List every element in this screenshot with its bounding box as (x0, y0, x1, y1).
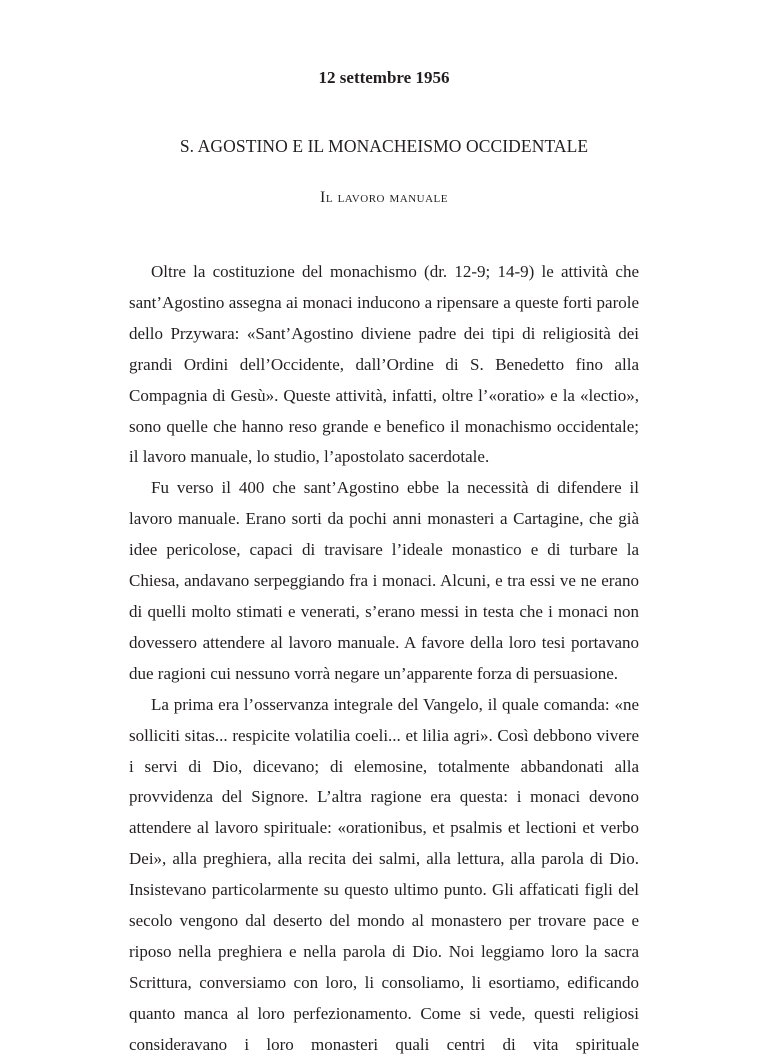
document-page (129, 0, 639, 1054)
paragraph-3: La prima era l’osservanza integrale del Vangelo, il quale comanda: «ne solliciti sitas... respicite volatilia coeli... et lilia agri». Così debbono vivere i servi di Dio, dicevano; di elemosine, totalmente abbandonati alla provvidenza del Signore. L’altra ragione era questa: i monaci devono attendere al lavoro spirituale: «orationibus, et psalmis et lectioni et verbo Dei», alla preghiera, alla recita dei salmi, alla lettura, alla parola di Dio. Insistevano particolarmente su questo ultimo punto. Gli affaticati figli del secolo vengono dal deserto del mondo al monastero per trovare pace e riposo nella preghiera e nella parola di Dio. Noi leggiamo loro la sacra Scrittura, conversiamo con loro, li consoliamo, li esortiamo, edificando quanto manca al loro perfezionamento. Come si vede, questi religiosi consideravano i loro monasteri quali centri di vita spirituale (129, 694, 639, 1054)
document-date: 12 settembre 1956 (318, 68, 450, 87)
section-subtitle: Il lavoro manuale (320, 189, 448, 206)
body-text (129, 257, 639, 1061)
paragraph-2: Fu verso il 400 che sant’Agostino ebbe la necessità di difendere il lavoro manuale. Erano sorti da pochi anni monasteri a Cartagine, che già idee pericolose, capaci di travisare l’ideale monastico e di turbare la Chiesa, andavano serpeggiando fra i monaci. Alcuni, e tra essi ve ne erano di quelli molto stimati e venerati, s’erano messi in testa che i monaci non dovessero attendere al lavoro manuale. A favore della loro tesi portavano due ragioni cui nessuno vorrà negare un’apparente forza di persuasione. (129, 478, 639, 683)
paragraph-1: Oltre la costituzione del monachismo (dr. 12-9; 14-9) le attività che sant’Agostino assegna ai monaci inducono a ripensare a queste forti parole dello Przywara: «Sant’Agostino diviene padre dei tipi di religiosità dei grandi Ordini dell’Occidente, dall’Ordine di S. Benedetto fino alla Compagnia di Gesù». Queste attività, infatti, oltre l’«oratio» e la «lectio», sono quelle che hanno reso grande e benefico il monachismo occidentale; il lavoro manuale, lo studio, l’apostolato sacerdotale. (129, 262, 639, 467)
document-title: S. AGOSTINO E IL MONACHEISMO OCCIDENTALE (179, 136, 589, 156)
